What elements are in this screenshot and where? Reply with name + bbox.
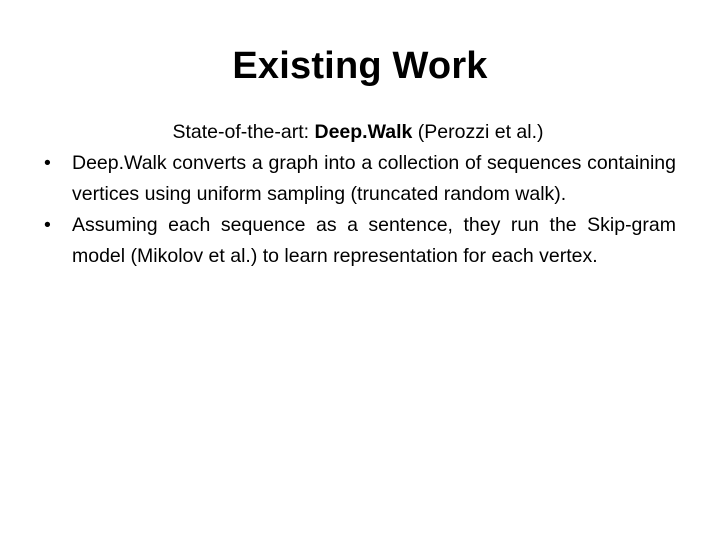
bullet-item xyxy=(40,210,676,272)
bullet-icon: • xyxy=(44,214,51,236)
subtitle-line xyxy=(40,117,676,148)
slide-title: Existing Work xyxy=(232,45,488,87)
bullet-text: Assuming each sequence as a sentence, they run the Skip-gram model (Mikolov et al.) to learn representation for each vertex. xyxy=(72,214,676,267)
subtitle-suffix: (Perozzi et al.) xyxy=(412,121,544,143)
subtitle-bold: Deep.Walk xyxy=(314,121,413,143)
slide-content xyxy=(40,117,676,272)
bullet-list xyxy=(40,148,676,272)
bullet-icon: • xyxy=(44,152,51,174)
bullet-item xyxy=(40,148,676,210)
subtitle-prefix: State-of-the-art: xyxy=(172,121,315,143)
bullet-text: Deep.Walk converts a graph into a collection of sequences containing vertices using uniform sampling (truncated random walk). xyxy=(72,152,676,205)
